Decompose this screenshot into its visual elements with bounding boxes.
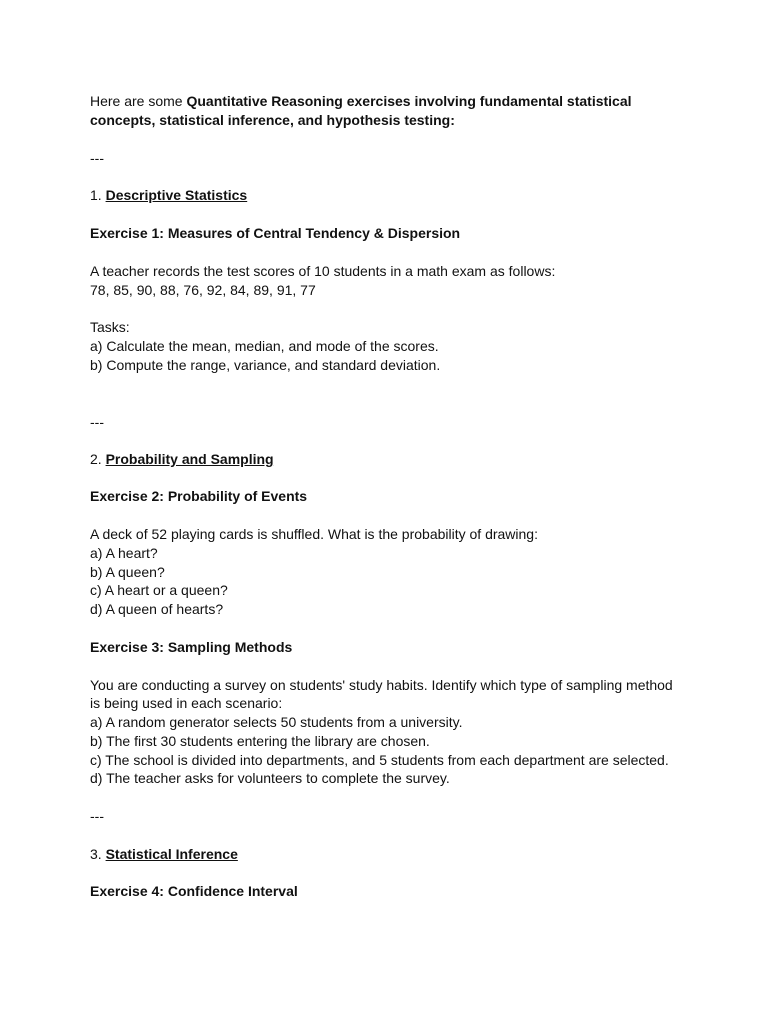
separator: --- — [90, 808, 104, 824]
intro-line-2: concepts, statistical inference, and hypothesis testing: — [90, 112, 455, 128]
exercise-text: b) The first 30 students entering the library are chosen. — [90, 733, 430, 749]
task-item: a) Calculate the mean, median, and mode of the scores. — [90, 338, 439, 354]
exercise-text: You are conducting a survey on students' study habits. Identify which type of sampling method — [90, 677, 673, 693]
separator: --- — [90, 414, 104, 430]
intro-prefix: Here are some — [90, 93, 187, 109]
section-number: 3. — [90, 846, 102, 862]
exercise-text: c) The school is divided into departments, and 5 students from each department are selected. — [90, 752, 669, 768]
exercise-text: d) The teacher asks for volunteers to complete the survey. — [90, 770, 450, 786]
section-number: 1. — [90, 187, 102, 203]
intro-line-1 — [90, 92, 632, 111]
section-heading-1 — [90, 186, 247, 205]
tasks-label: Tasks: — [90, 319, 130, 335]
section-title: Statistical Inference — [105, 846, 238, 862]
section-title: Descriptive Statistics — [105, 187, 248, 203]
exercise-text: a) A heart? — [90, 545, 158, 561]
exercise-text: A teacher records the test scores of 10 students in a math exam as follows: — [90, 263, 556, 279]
exercise-text: A deck of 52 playing cards is shuffled. What is the probability of drawing: — [90, 526, 538, 542]
section-number: 2. — [90, 451, 102, 467]
exercise-title: Exercise 4: Confidence Interval — [90, 883, 298, 899]
exercise-title: Exercise 2: Probability of Events — [90, 488, 308, 504]
exercise-title: Exercise 3: Sampling Methods — [90, 639, 293, 655]
separator: --- — [90, 150, 104, 166]
exercise-text: 78, 85, 90, 88, 76, 92, 84, 89, 91, 77 — [90, 282, 316, 298]
exercise-text: a) A random generator selects 50 students from a university. — [90, 714, 463, 730]
section-title: Probability and Sampling — [105, 451, 274, 467]
exercise-text: is being used in each scenario: — [90, 695, 283, 711]
intro-bold-1: Quantitative Reasoning exercises involving fundamental statistical — [186, 93, 632, 109]
section-heading-2 — [90, 450, 274, 469]
exercise-title: Exercise 1: Measures of Central Tendency & Dispersion — [90, 225, 461, 241]
exercise-text: b) A queen? — [90, 564, 165, 580]
section-heading-3 — [90, 845, 238, 864]
exercise-text: d) A queen of hearts? — [90, 601, 224, 617]
task-item: b) Compute the range, variance, and standard deviation. — [90, 357, 441, 373]
exercise-text: c) A heart or a queen? — [90, 582, 228, 598]
